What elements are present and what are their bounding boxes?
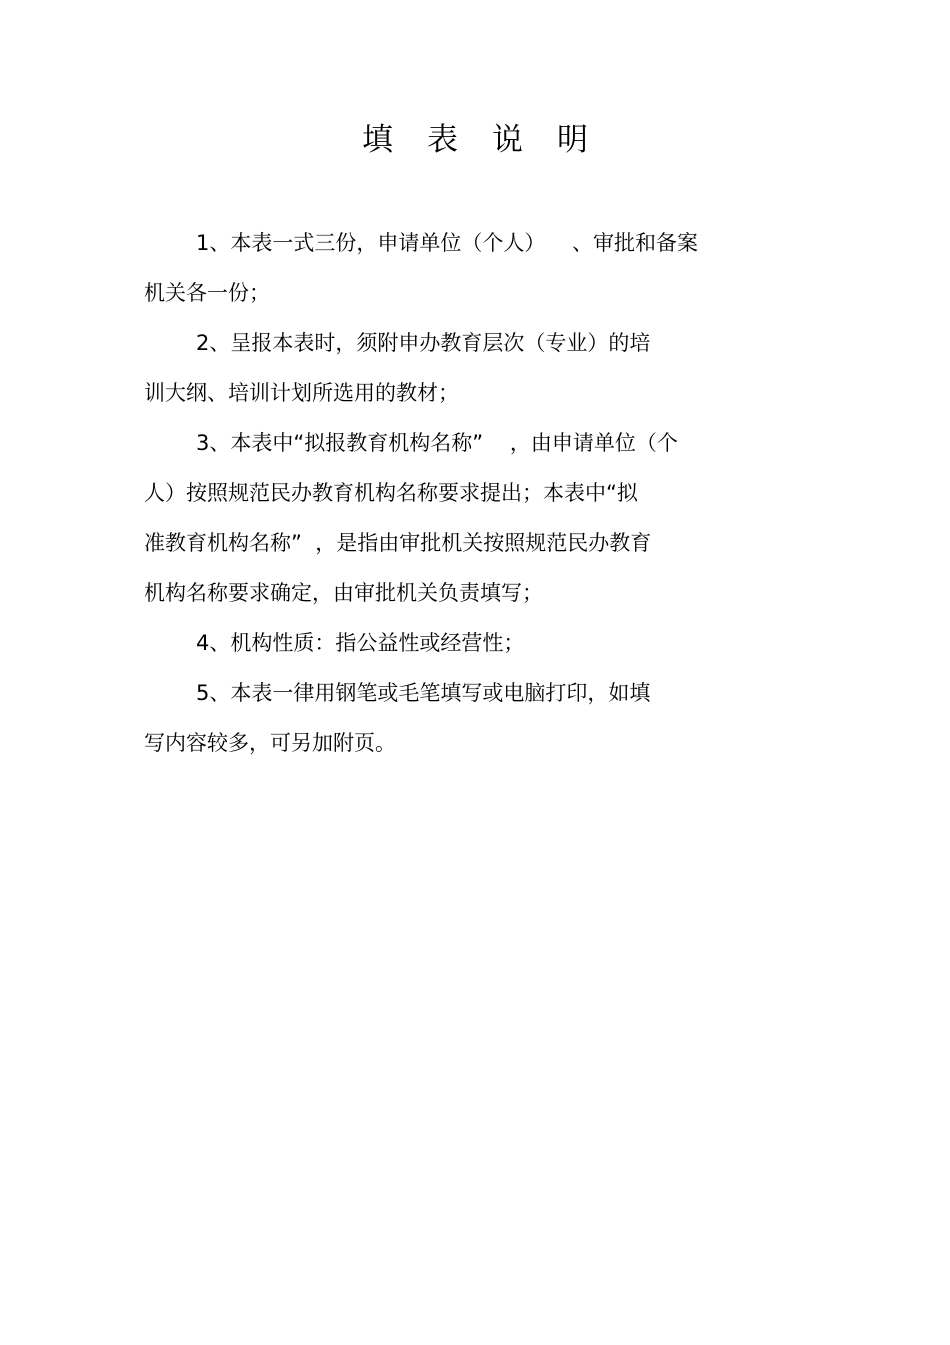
title-char: 明 (557, 122, 588, 158)
instruction-2-line-1: 2、呈报本表时，须附申办教育层次（专业）的培 (196, 331, 651, 355)
title-char: 填 (362, 122, 393, 158)
instruction-3-line-3: 准教育机构名称” ，是指由审批机关按照规范民办教育 (144, 531, 652, 555)
title-char: 说 (492, 122, 523, 158)
instruction-5-line-2: 写内容较多，可另加附页。 (144, 731, 396, 755)
page-title (0, 118, 950, 162)
instruction-2-line-2: 训大纲、培训计划所选用的教材； (144, 381, 459, 405)
instruction-3-line-1: 3、本表中“拟报教育机构名称” ，由申请单位（个 (196, 431, 678, 455)
instruction-3-line-4: 机构名称要求确定，由审批机关负责填写； (144, 581, 543, 605)
instruction-5-line-1: 5、本表一律用钢笔或毛笔填写或电脑打印，如填 (196, 681, 651, 705)
instruction-1-line-1: 1、本表一式三份，申请单位（个人） 、审批和备案 (196, 231, 699, 255)
instruction-3-line-2: 人）按照规范民办教育机构名称要求提出；本表中“拟 (144, 481, 638, 505)
instruction-4-line-1: 4、机构性质：指公益性或经营性； (196, 631, 525, 655)
instruction-1-line-2: 机关各一份； (144, 281, 270, 305)
title-char: 表 (427, 122, 458, 158)
